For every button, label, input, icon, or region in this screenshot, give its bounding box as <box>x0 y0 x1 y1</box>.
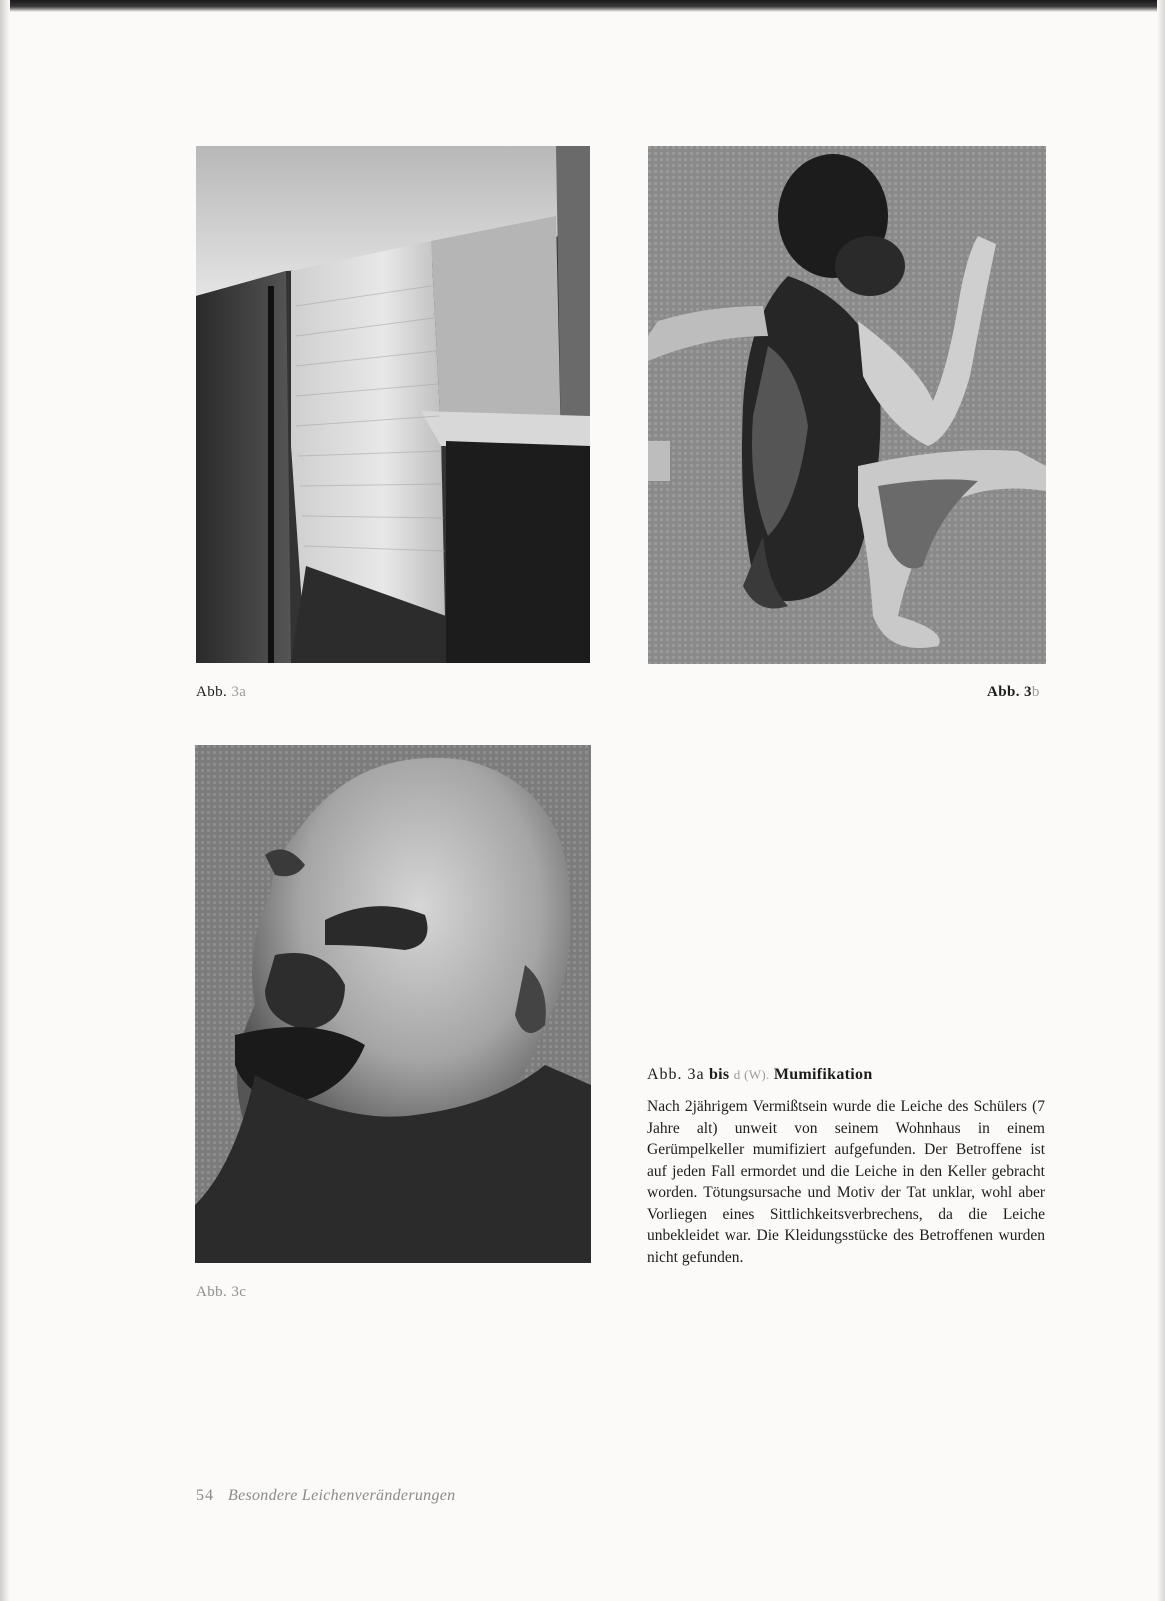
page-top-edge <box>0 0 1165 12</box>
caption-body-text: Nach 2jährigem Vermißtsein wurde die Leiche des Schülers (7 Jahre alt) unweit von seinem Wohnhaus in einem Gerümpelkeller mumifiziert aufgefunden. Der Betroffene ist auf jeden Fall ermordet und die Leiche in den Keller gebracht worden. Tötungsursache und Motiv der Tat unklar, wohl aber Vorliegen eines Sittlichkeitsverbrechens, da die Leiche unbekleidet war. Die Kleidungsstücke des Betroffenen wurden nicht gefunden. <box>647 1098 1045 1266</box>
caption-bis: bis <box>708 1066 730 1083</box>
figure-3c-label: Abb. 3c <box>196 1284 247 1300</box>
figure-3b-photo <box>648 146 1046 664</box>
caption-heading <box>647 1066 1045 1084</box>
running-title: Besondere Leichenveränderungen <box>228 1487 456 1504</box>
figure-caption <box>647 1066 1045 1268</box>
figure-3a-photo <box>196 146 590 663</box>
page-left-edge <box>0 0 10 1601</box>
figure-3c-photo <box>195 745 591 1263</box>
figure-3a-label-prefix: Abb. <box>196 684 228 700</box>
figure-3b-label-prefix: Abb. 3 <box>987 684 1032 700</box>
figure-3b-label <box>987 684 1040 701</box>
caption-figure-ref: Abb. 3a <box>647 1066 705 1083</box>
figure-3a-label <box>196 684 246 701</box>
caption-title: Mumifikation <box>773 1066 873 1083</box>
running-footer <box>196 1487 455 1505</box>
caption-range-end: d (W). <box>733 1067 770 1082</box>
page-number: 54 <box>196 1487 214 1504</box>
figure-3a-label-suffix: 3a <box>231 684 247 700</box>
figure-3b-label-suffix: b <box>1031 684 1040 700</box>
page-right-edge <box>1157 0 1165 1601</box>
